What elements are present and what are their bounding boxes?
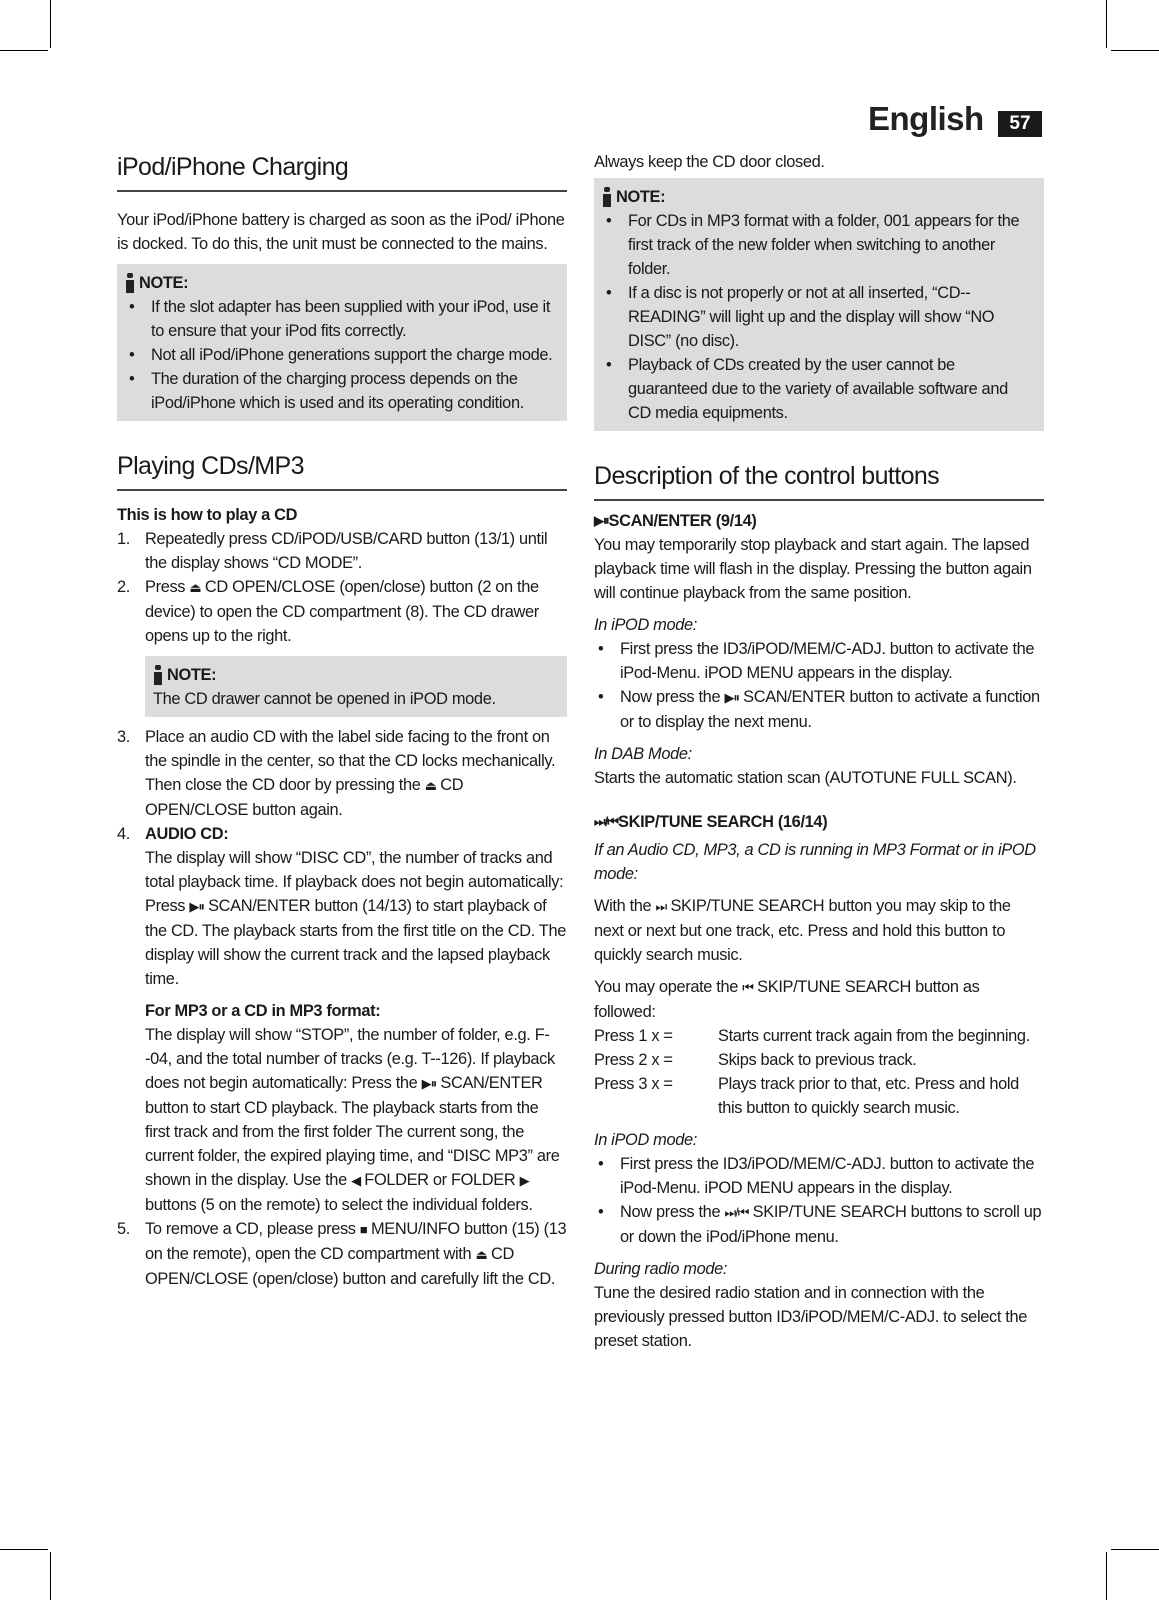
- play-pause-icon: ▶⏸: [189, 899, 204, 914]
- left-arrow-icon: ◀: [351, 1173, 361, 1188]
- mp3-heading: For MP3 or a CD in MP3 format:: [145, 1002, 381, 1020]
- crop-mark: [1111, 50, 1159, 51]
- press-row: Press 2 x = Skips back to previous track.: [594, 1051, 917, 1069]
- skip-text: With the ⏭ SKIP/TUNE SEARCH button you may skip to the next or next but one track, etc. Press and hold this button to quickly search music.: [594, 897, 1011, 964]
- step-2: 2. Press ⏏ CD OPEN/CLOSE (open/close) button (2 on the device) to open the CD compartment (8). The CD drawer opens up to the right. NOTE: The CD drawer cannot be opened in iPOD mode.: [117, 575, 567, 717]
- section-title-ipod-charging: iPod/iPhone Charging: [117, 150, 567, 192]
- eject-icon: ⏏: [424, 778, 437, 793]
- note-label: NOTE:: [139, 274, 189, 292]
- play-pause-icon: ▶⏸: [421, 1076, 437, 1091]
- crop-mark: [1106, 1552, 1107, 1600]
- note-box-cd-drawer: [145, 656, 567, 717]
- crop-mark: [50, 1552, 51, 1600]
- subheading-how-to-play: This is how to play a CD: [117, 506, 298, 524]
- step-4: 4. AUDIO CD: The display will show “DISC CD”, the number of tracks and total playback time. If playback does not begin automatically: Press ▶⏸ SCAN/ENTER button (14/13) to start playback of the CD. The playback starts from the first title on the CD. The display will show the current track and the lapsed playback time. For MP3 or a CD in MP3 format: The display will show “STOP”, the number of folder, e.g. F--04, and the total number of tracks (e.g. T--126). If playback does not begin automatically: Press the ▶⏸ SCAN/ENTER button to start CD playback. The playback starts from the first track and from the first folder The current song, the current folder, the expired playing time, and “DISC MP3” are shown in the display. Use the ◀ FOLDER or FOLDER ▶ buttons (5 on the remote) to select the individual folders.: [117, 822, 567, 1217]
- section-title-control-buttons: Description of the control buttons: [594, 459, 1044, 501]
- skip-forward-icon: ⏭: [655, 899, 667, 914]
- press-row: Press 3 x = Plays track prior to that, etc. Press and hold this button to quickly search music.: [594, 1075, 1019, 1117]
- note-item: • Not all iPod/iPhone generations support the charge mode.: [125, 343, 557, 367]
- skip-condition: If an Audio CD, MP3, a CD is running in MP3 Format or in iPOD mode:: [594, 841, 1036, 883]
- note-item: • Playback of CDs created by the user cannot be guaranteed due to the variety of available software and CD media equipments.: [602, 353, 1034, 425]
- crop-mark: [0, 1549, 48, 1550]
- note-box-ipod: [117, 264, 567, 421]
- stop-icon: ■: [359, 1222, 367, 1237]
- skip-forward-back-icon: ⏭/⏮: [724, 1205, 749, 1220]
- note-list: [602, 209, 1034, 425]
- note-list: [125, 295, 557, 415]
- operate-text: You may operate the ⏮ SKIP/TUNE SEARCH button as followed:: [594, 978, 980, 1021]
- skip-forward-back-icon: ⏭/⏮: [594, 814, 619, 829]
- dab-mode-text: Starts the automatic station scan (AUTOTUNE FULL SCAN).: [594, 769, 1017, 787]
- press-row: Press 1 x = Starts current track again from the beginning.: [594, 1027, 1030, 1045]
- eject-icon: ⏏: [475, 1247, 487, 1262]
- step-3: 3. Place an audio CD with the label side facing to the front on the spindle in the center, so that the CD locks mechanically. Then close the CD door by pressing the ⏏ CD OPEN/CLOSE button again.: [117, 728, 556, 819]
- page-number: 57: [998, 111, 1042, 137]
- skip-tune-heading: ⏭/⏮ SKIP/TUNE SEARCH (16/14): [594, 810, 1044, 834]
- note-item: • For CDs in MP3 format with a folder, 001 appears for the first track of the new folder when switching to another folder.: [602, 209, 1034, 281]
- eject-icon: ⏏: [189, 580, 201, 595]
- cd-door-text: Always keep the CD door closed.: [594, 153, 825, 171]
- crop-mark: [0, 50, 48, 51]
- right-column: [594, 150, 1044, 1353]
- right-arrow-icon: ▶: [519, 1173, 529, 1188]
- ipod-mode-label: In iPOD mode:: [594, 616, 697, 634]
- ipod-charging-intro: Your iPod/iPhone battery is charged as soon as the iPod/ iPhone is docked. To do this, the unit must be connected to the mains.: [117, 211, 565, 253]
- list-item: • Now press the ▶⏸ SCAN/ENTER button to activate a function or to display the next menu.: [594, 685, 1044, 734]
- radio-mode-label: During radio mode:: [594, 1260, 728, 1278]
- ipod-mode-list: [594, 637, 1044, 734]
- ipod-mode-list: [594, 1152, 1044, 1249]
- section-title-playing-cds: Playing CDs/MP3: [117, 449, 567, 491]
- list-item: • First press the ID3/iPOD/MEM/C-ADJ. button to activate the iPod-Menu. iPOD MENU appears in the display.: [594, 1152, 1044, 1200]
- crop-mark: [1106, 0, 1107, 48]
- scan-enter-heading: ▶⏸ SCAN/ENTER (9/14): [594, 509, 1044, 533]
- note-label: NOTE:: [167, 666, 217, 684]
- skip-back-icon: ⏮: [742, 980, 753, 995]
- press-table: [594, 1024, 1044, 1120]
- crop-mark: [50, 0, 51, 48]
- note-text: The CD drawer cannot be opened in iPOD mode.: [153, 690, 496, 708]
- info-icon: [125, 273, 135, 293]
- radio-mode-text: Tune the desired radio station and in connection with the previously pressed button ID3/iPOD/MEM/C-ADJ. to select the preset station.: [594, 1284, 1027, 1350]
- crop-mark: [1111, 1549, 1159, 1550]
- list-item: • Now press the ⏭/⏮ SKIP/TUNE SEARCH buttons to scroll up or down the iPod/iPhone menu.: [594, 1200, 1044, 1249]
- note-label: NOTE:: [616, 188, 666, 206]
- scan-enter-text: You may temporarily stop playback and start again. The lapsed playback time will flash in the display. Pressing the button again will continue playback from the same position.: [594, 536, 1032, 602]
- audio-cd-heading: AUDIO CD:: [145, 825, 229, 843]
- ipod-mode-label: In iPOD mode:: [594, 1131, 697, 1149]
- info-icon: [153, 665, 163, 685]
- step-5: 5. To remove a CD, please press ■ MENU/INFO button (15) (13 on the remote), open the CD compartment with ⏏ CD OPEN/CLOSE (open/close) button and carefully lift the CD.: [117, 1220, 567, 1288]
- step-1: 1. Repeatedly press CD/iPOD/USB/CARD button (13/1) until the display shows “CD MODE”.: [117, 530, 548, 572]
- list-item: • First press the ID3/iPOD/MEM/C-ADJ. button to activate the iPod-Menu. iPOD MENU appears in the display.: [594, 637, 1044, 685]
- left-column: [117, 150, 567, 1291]
- note-box-mp3: [594, 178, 1044, 431]
- note-item: • If a disc is not properly or not at all inserted, “CD--READING” will light up and the display will show “NO DISC” (no disc).: [602, 281, 1034, 353]
- note-item: • The duration of the charging process depends on the iPod/iPhone which is used and its operating condition.: [125, 367, 557, 415]
- note-item: • If the slot adapter has been supplied with your iPod, use it to ensure that your iPod fits correctly.: [125, 295, 557, 343]
- dab-mode-label: In DAB Mode:: [594, 745, 692, 763]
- steps-list: [117, 527, 567, 1291]
- play-pause-icon: ▶⏸: [594, 513, 609, 528]
- play-pause-icon: ▶⏸: [724, 690, 739, 705]
- language-heading: English: [868, 100, 984, 137]
- info-icon: [602, 187, 612, 207]
